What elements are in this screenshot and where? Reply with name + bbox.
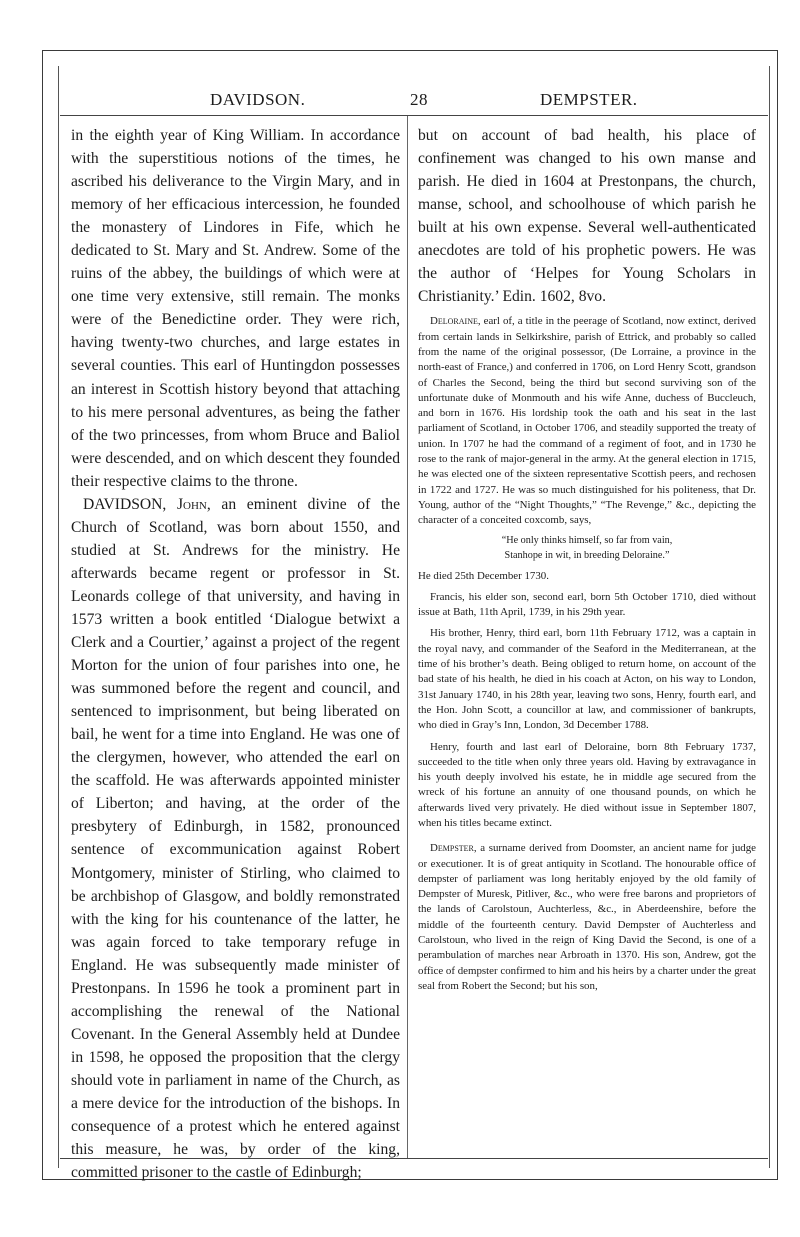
davidson-entry — [71, 493, 400, 1184]
right-column — [418, 124, 756, 994]
deloraine-died: He died 25th December 1730. — [418, 569, 549, 582]
right-lead-paragraph: but on account of bad health, his place of confinement was changed to his own manse and parish. He died in 1604 at Prestonpans, the church, manse, school, and schoolhouse of which parish he built at his own expense. Several well-authenticated anecdotes are told of his prophetic powers. He was the author of ‘Helpes for Young Scholars in Christianity.’ Edin. 1602, 8vo. — [418, 127, 756, 306]
running-header — [60, 86, 768, 116]
verse-line-1: “He only thinks himself, so far from vain, — [501, 534, 673, 546]
header-left-word: DAVIDSON. — [210, 90, 306, 109]
dempster-headword: Dempster, — [430, 842, 477, 855]
page-number: 28 — [410, 90, 428, 109]
davidson-headword: DAVIDSON, John, — [83, 495, 211, 513]
deloraine-entry — [418, 314, 756, 528]
deloraine-text: earl of, a title in the peerage of Scotland, now extinct, derived from certain lands in Selkirkshire, parish of Ettrick, and probably so called from the name of the original possessor, (De Lorraine, a province in the north-east of France,) and conferred in 1706, on Lord Henry Scott, grandson of Charles the Second, being the third but second surviving son of the unfortunate duke of Monmouth and his wife Anne, duchess of Buccleuch, and born in 1676. His lordship took the oath and his seat in the last parliament of Scotland, in October 1706, and steadily supported the treaty of union. In 1707 he had the command of a regiment of foot, and in 1730 he rose to the rank of major-general in the army. At the general election in 1715, he was elected one of the sixteen representative Scottish peers, and rechosen in 1722 and 1727. He was so much distinguished for his politeness, that Dr. Young, author of the “Night Thoughts,” “The Revenge,” &c., depicting the character of a conceited coxcomb, says, — [418, 315, 756, 527]
verse-line-2: Stanhope in wit, in breeding Deloraine.” — [504, 549, 670, 561]
deloraine-headword: Deloraine, — [430, 315, 481, 328]
header-right-word: DEMPSTER. — [540, 90, 638, 109]
dempster-text: a surname derived from Doomster, an ancient name for judge or executioner. It is of great antiquity in Scotland. The honourable office of dempster of parliament was long heritably enjoyed by the old family of Dempster of Muresk, Pitliver, &c., who were free barons and proprietors of the lands of Carolstoun, Auchterless, &c., in Aberdeenshire, before the middle of the fourteenth century. David Dempster of Auchterless and Carolstoun, who lived in the reign of King David the Second, is one of a perambulation of marches near Arbroath in 1370. His son, Andrew, got the office of dempster confirmed to him and his heirs by a charter under the great seal from Robert the Second; but his son, — [418, 842, 756, 992]
verse-quote — [418, 533, 756, 563]
henry-paragraph: His brother, Henry, third earl, born 11th February 1712, was a captain in the royal navy, and commander of the Seaford in the Mediterranean, at the time of his brother’s death. Being obliged to return home, on account of the bad state of his health, he died in his coach at Acton, on his way to London, 31st January 1740, in his 28th year, leaving two sons, Henry, fourth earl, and the Hon. John Scott, a councillor at law, and commissioner of bankrupts, who died in Gray’s Inn, London, 3d December 1788. — [418, 627, 756, 732]
henry-fourth-paragraph: Henry, fourth and last earl of Deloraine, born 8th February 1737, succeeded to the title when only three years old. Having by extravagance in his youth deeply involved his estate, he in middle age secured from the wreck of his fortune an annuity of one thousand pounds, on which he afterwards lived very privately. He died without issue in September 1807, when his titles became extinct. — [418, 740, 756, 829]
left-paragraph-1: in the eighth year of King William. In accordance with the superstitious notions of the times, he ascribed his deliverance to the Virgin Mary, and in memory of her efficacious intercession, he founded the monastery of Lindores in Fife, which he dedicated to St. Mary and St. Andrew. Some of the ruins of the abbey, the buildings of which were at one time very extensive, still remain. The monks were of the Benedictine order. They were rich, having twenty-two churches, and large estates in several counties. This earl of Huntingdon possesses an interest in Scottish history beyond that attaching to his mere personal adventures, as being the father of the two princesses, from whom Bruce and Baliol were descended, and on which descent they founded their respective claims to the throne. — [71, 127, 400, 490]
dempster-entry — [418, 841, 756, 994]
francis-paragraph: Francis, his elder son, second earl, born 5th October 1710, died without issue at Bath, 11th April, 1739, in his 29th year. — [418, 590, 756, 619]
column-divider — [407, 116, 408, 1158]
left-column — [71, 124, 400, 1184]
davidson-text: an eminent divine of the Church of Scotland, was born about 1550, and studied at St. Andrews for the ministry. He afterwards became regent or professor in St. Leonards college of that university, and having in 1573 written a book entitled ‘Dialogue betwixt a Clerk and a Courtier,’ against a project of the regent Morton for the union of four parishes into one, he was summoned before the regent and council, and sentenced to imprisonment, but being liberated on bail, he went for a time into England. He was one of the clergymen, however, who attended the earl on the scaffold. He was afterwards appointed minister of Liberton; and having, at the order of the presbytery of Edinburgh, in 1582, pronounced sentence of excommunication against Robert Montgomery, minister of Stirling, who claimed to be archbishop of Glasgow, and boldly remonstrated with the king for his countenance of the latter, he was again forced to take temporary refuge in England. He was subsequently made minister of Prestonpans. In 1596 he took a prominent part in accomplishing the renewal of the National Covenant. In the General Assembly held at Dundee in 1598, he opposed the proposition that the clergy should vote in parliament in name of the Church, as a mere device for the introduction of the bishops. In consequence of a protest which he entered against this measure, he was, by order of the king, committed prisoner to the castle of Edinburgh; — [71, 495, 400, 1182]
header-rule — [60, 115, 768, 116]
